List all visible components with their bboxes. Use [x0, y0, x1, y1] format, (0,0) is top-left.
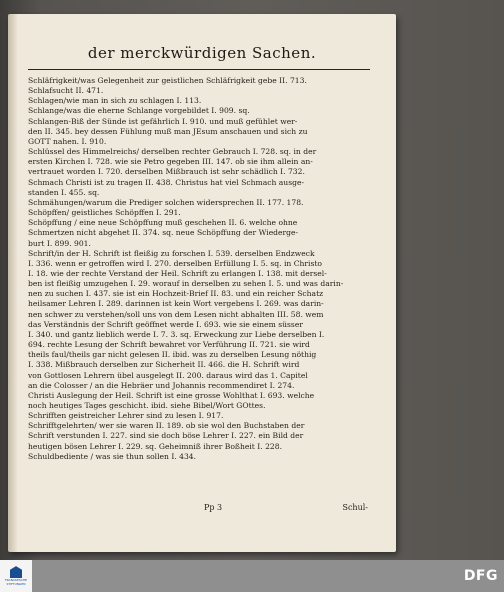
index-line: nen schwer zu verstehen/soll uns von dem Lesen nicht abhalten III. 58. wem [28, 309, 324, 319]
index-line: Schrifftgelehrten/ wer sie waren II. 189. ob sie wol den Buchstaben der [28, 421, 305, 431]
index-line: burt I. 899. 901. [28, 238, 91, 248]
index-line: ben ist fleißig umzugehen I. 29. worauf in derselben zu sehen I. 5. und was darin- [28, 279, 344, 289]
page-header: der merckwürdigen Sachen. [87, 44, 317, 62]
index-line: Christi Auslegung der Heil. Schrift ist eine grosse Wohlthat I. 693. welche [28, 390, 315, 400]
index-line: Schrifften geistreicher Lehrer sind zu lesen I. 917. [28, 411, 224, 421]
index-line: an die Colosser / an die Hebräer und Johannis recommendiret I. 274. [28, 380, 295, 390]
catchword: Schul- [342, 503, 368, 512]
index-line: Schrift/in der H. Schrift ist fleißig zu forschen I. 539. derselben Endzweck [28, 248, 315, 258]
viewer-footer-bar [0, 560, 504, 592]
index-line: das Verständnis der Schrift geöffnet werde I. 693. wie sie einem süsser [28, 319, 303, 329]
index-line: Schmertzen nicht abgehet II. 374. sq. neue Schöpffung der Wiederge- [28, 228, 299, 238]
dfg-logo[interactable]: DFG [463, 568, 498, 584]
index-line: I. 340. und gantz lieblich werde I. 7. 3. sq. Erweckung zur Liebe derselben I. [28, 329, 325, 339]
index-line: Schläfrigkeit/was Gelegenheit zur geistlichen Schläfrigkeit gebe II. 713. [28, 76, 307, 85]
index-line: vertrauet worden I. 720. derselben Mißbrauch ist sehr schädlich I. 732. [28, 167, 305, 177]
index-line: Schlagen/wie man in sich zu schlagen I. 113. [28, 96, 202, 106]
index-line: Schlüssel des Himmelreichs/ derselben rechter Gebrauch I. 728. sq. in der [28, 147, 317, 157]
index-line: noch heutiges Tages geschicht. ibid. siehe Bibel/Wort GOttes. [28, 401, 266, 410]
logo-text: FRANCKESCHE STIFTUNGEN [4, 578, 28, 586]
index-line: Schmähungen/warum die Prediger solchen widersprechen II. 177. 178. [28, 197, 304, 207]
index-line: theils faul/theils gar nicht gelesen II. ibid. was zu derselben Lesung nöthig [28, 350, 317, 360]
logo-mark-icon [10, 566, 22, 578]
index-line: heutigen bösen Lehrer I. 229. sq. Geheimniß ihrer Boßheit I. 228. [28, 441, 282, 451]
index-line: Schlangen-Biß der Sünde ist gefährlich I. 910. und muß gefühlet wer- [28, 116, 298, 126]
index-line: Schmach Christi ist zu tragen II. 438. Christus hat viel Schmach ausge- [28, 177, 305, 187]
index-line: Schrift verstunden I. 227. sind sie doch böse Lehrer I. 227. ein Bild der [28, 431, 304, 441]
index-line: 694. rechte Lesung der Schrift bewahret vor Verführung II. 721. sie wird [28, 340, 310, 350]
index-line: I. 18. wie der rechte Verstand der Heil. Schrift zu erlangen I. 138. mit dersel- [28, 268, 327, 278]
index-line: Schöpffen/ geistliches Schöpffen I. 291. [28, 208, 181, 218]
institution-logo[interactable] [0, 560, 32, 592]
signature-mark: Pp 3 [204, 503, 223, 512]
page-footer [28, 503, 374, 517]
index-line: Schuldbediente / was sie thun sollen I. 434. [28, 451, 197, 461]
index-line: den II. 345. bey dessen Fühlung muß man JEsum anschauen und sich zu [28, 126, 308, 136]
index-line: ersten Kirchen I. 728. wie sie Petro gegeben III. 147. ob sie ihm allein an- [28, 157, 313, 167]
index-line: von Gottlosen Lehrern übel ausgelegt II. 200. daraus wird das 1. Capitel [28, 370, 308, 380]
index-line: heilsamer Lehren I. 289. darinnen ist kein Wort vergebens I. 269. was darin- [28, 299, 324, 309]
index-line: standen I. 455. sq. [28, 187, 100, 197]
index-line: I. 338. Mißbrauch derselben zur Sicherheit II. 466. die H. Schrift wird [28, 360, 300, 370]
index-line: nen zu suchen I. 437. sie ist ein Hochzeit-Brief II. 83. und ein reicher Schatz [28, 289, 324, 299]
index-line: Schöpffung / eine neue Schöpffung muß geschehen II. 6. welche ohne [28, 218, 298, 228]
index-line: GOTT nahen. I. 910. [28, 136, 107, 146]
book-page [8, 14, 396, 552]
header-rule [28, 69, 370, 70]
index-line: Schlange/was die eherne Schlange vorgebildet I. 909. sq. [28, 106, 250, 116]
index-text [28, 76, 374, 462]
index-line: I. 336. wenn er getroffen wird I. 270. derselben Erfüllung I. 5. sq. in Christo [28, 258, 322, 268]
index-line: Schlafsucht II. 471. [28, 86, 104, 96]
